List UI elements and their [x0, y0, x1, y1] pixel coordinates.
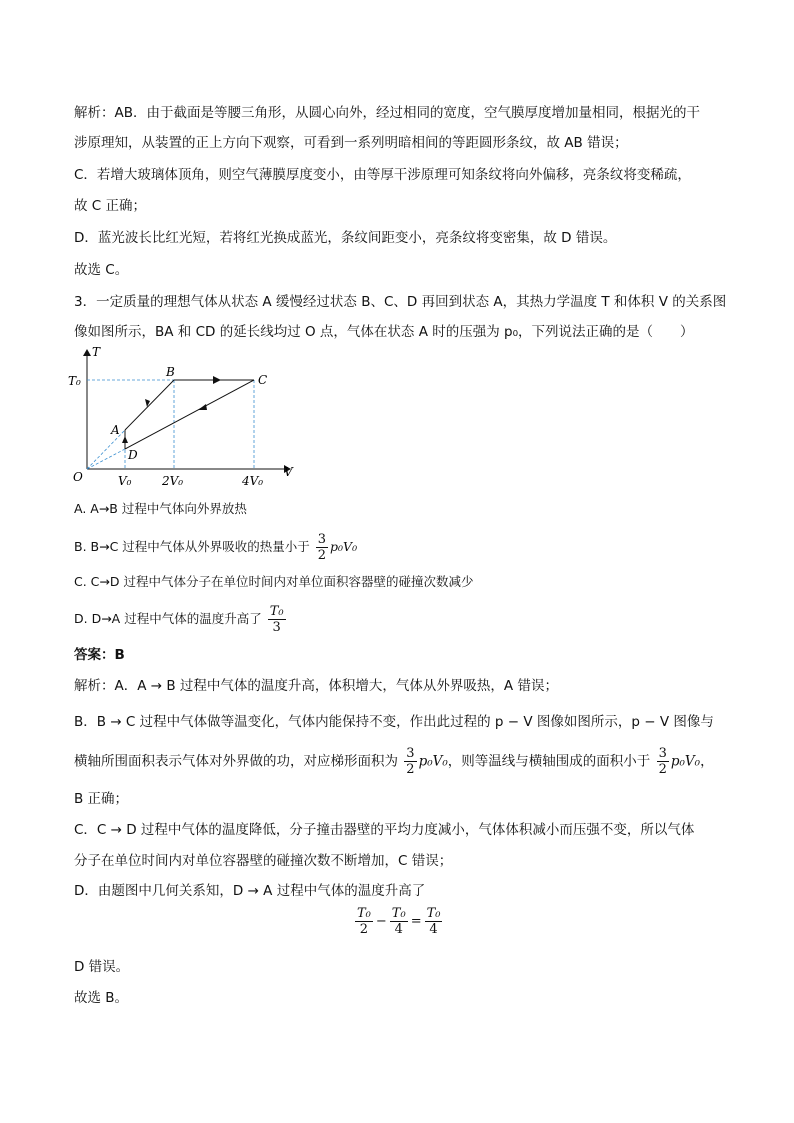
solution-frac-1-den: 2	[406, 762, 415, 777]
prev-solution-line-6: 故选 C。	[74, 262, 129, 278]
question-line-1: 3．一定质量的理想气体从状态 A 缓慢经过状态 B、C、D 再回到状态 A，其热力学温度 T 和体积 V 的关系图	[74, 294, 727, 310]
solution-c-2: 分子在单位时间内对单位容器壁的碰撞次数不断增加，C 错误；	[74, 853, 453, 869]
point-c-label: C	[258, 373, 268, 387]
eq-frac-2-den: 4	[394, 922, 403, 937]
prev-solution-line-1: 解析：AB．由于截面是等腰三角形，从圆心向外，经过相同的宽度，空气膜厚度增加量相同，根据光的干	[74, 105, 700, 121]
arrow-b-c	[213, 376, 221, 384]
solution-b-2-mid: ，则等温线与横轴围成的面积小于	[447, 753, 651, 770]
v-axis-label: V	[284, 465, 293, 479]
solution-c-1: C．C → D 过程中气体的温度降低，分子撞击器壁的平均力度减小，气体体积减小而压强不变，所以气体	[74, 822, 695, 838]
path-a-b	[125, 380, 174, 430]
prev-solution-line-3: C．若增大玻璃体顶角，则空气薄膜厚度变小，由等厚干涉原理可知条纹将向外偏移，亮条纹将变稀疏，	[74, 167, 691, 183]
solution-pv-1: p₀V₀	[418, 753, 448, 770]
v0-label: V₀	[118, 474, 132, 488]
solution-equation	[353, 906, 444, 937]
point-b-label: B	[166, 365, 175, 379]
t0-label: T₀	[68, 374, 81, 388]
answer: 答案：B	[74, 647, 125, 663]
final-answer: 故选 B。	[74, 990, 129, 1006]
option-c: C. C→D 过程中气体分子在单位时间内对单位面积容器壁的碰撞次数减少	[74, 574, 474, 589]
solution-frac-2	[657, 746, 669, 777]
eq-minus: −	[375, 914, 387, 929]
solution-b-2-pre: 横轴所围面积表示气体对外界做的功，对应梯形面积为	[74, 753, 398, 770]
arrow-c-d	[198, 404, 207, 410]
arrow-d-a	[122, 436, 128, 443]
eq-frac-2	[390, 906, 408, 937]
prev-solution-line-5: D．蓝光波长比红光短，若将红光换成蓝光，条纹间距变小，亮条纹将变密集，故 D 错误。	[74, 230, 617, 246]
eq-frac-1	[355, 906, 373, 937]
solution-a: 解析：A．A → B 过程中气体的温度升高，体积增大，气体从外界吸热，A 错误；	[74, 678, 558, 694]
prev-solution-line-4: 故 C 正确；	[74, 198, 147, 214]
question-line-2: 像如图所示，BA 和 CD 的延长线均过 O 点，气体在状态 A 时的压强为 p₀，下列说法正确的是（ ）	[74, 324, 694, 340]
eq-frac-3-den: 4	[429, 922, 438, 937]
eq-frac-3-num: T₀	[426, 906, 441, 921]
option-b	[74, 532, 357, 563]
eq-frac-1-den: 2	[359, 922, 369, 937]
option-d-fraction	[268, 604, 286, 635]
eq-frac-3	[425, 906, 443, 937]
option-d-text: D. D→A 过程中气体的温度升高了	[74, 611, 262, 626]
prev-solution-line-2: 涉原理知，从装置的正上方向下观察，可看到一系列明暗相间的等距圆形条纹，故 AB 错误；	[74, 135, 628, 151]
solution-frac-2-den: 2	[658, 762, 667, 777]
origin-label: O	[73, 470, 83, 484]
solution-frac-1-num: 3	[406, 746, 415, 761]
option-b-frac-num: 3	[317, 532, 327, 547]
solution-b-2	[74, 746, 714, 777]
solution-b-1: B．B → C 过程中气体做等温变化，气体内能保持不变，作出此过程的 p − V 图像如图所示，p − V 图像与	[74, 714, 714, 730]
solution-d-1: D．由题图中几何关系知，D → A 过程中气体的温度升高了	[74, 883, 426, 899]
tv-graph	[68, 344, 308, 494]
point-a-label: A	[111, 423, 120, 437]
option-b-fraction	[316, 532, 328, 563]
option-b-frac-den: 2	[317, 548, 327, 563]
solution-frac-1	[404, 746, 416, 777]
option-d-frac-num: T₀	[269, 604, 284, 619]
point-d-label: D	[128, 448, 138, 462]
option-d-frac-den: 3	[272, 620, 281, 635]
solution-b-3: B 正确；	[74, 791, 129, 807]
eq-frac-1-num: T₀	[357, 906, 371, 921]
option-b-text: B. B→C 过程中气体从外界吸收的热量小于	[74, 539, 310, 554]
option-b-pv: p₀V₀	[330, 539, 358, 554]
eq-frac-2-num: T₀	[391, 906, 406, 921]
v2-label: 2V₀	[162, 474, 184, 488]
eq-equals: =	[410, 914, 422, 929]
option-a: A. A→B 过程中气体向外界放热	[74, 501, 247, 516]
v4-label: 4V₀	[242, 474, 264, 488]
od-extension	[87, 449, 125, 469]
solution-pv-2: p₀V₀	[670, 753, 701, 770]
solution-frac-2-num: 3	[658, 746, 667, 761]
solution-d-2: D 错误。	[74, 959, 130, 975]
path-c-d	[125, 380, 254, 449]
option-d	[74, 604, 288, 635]
t-axis-label: T	[92, 345, 101, 359]
solution-b-2-end: ，	[700, 753, 714, 770]
